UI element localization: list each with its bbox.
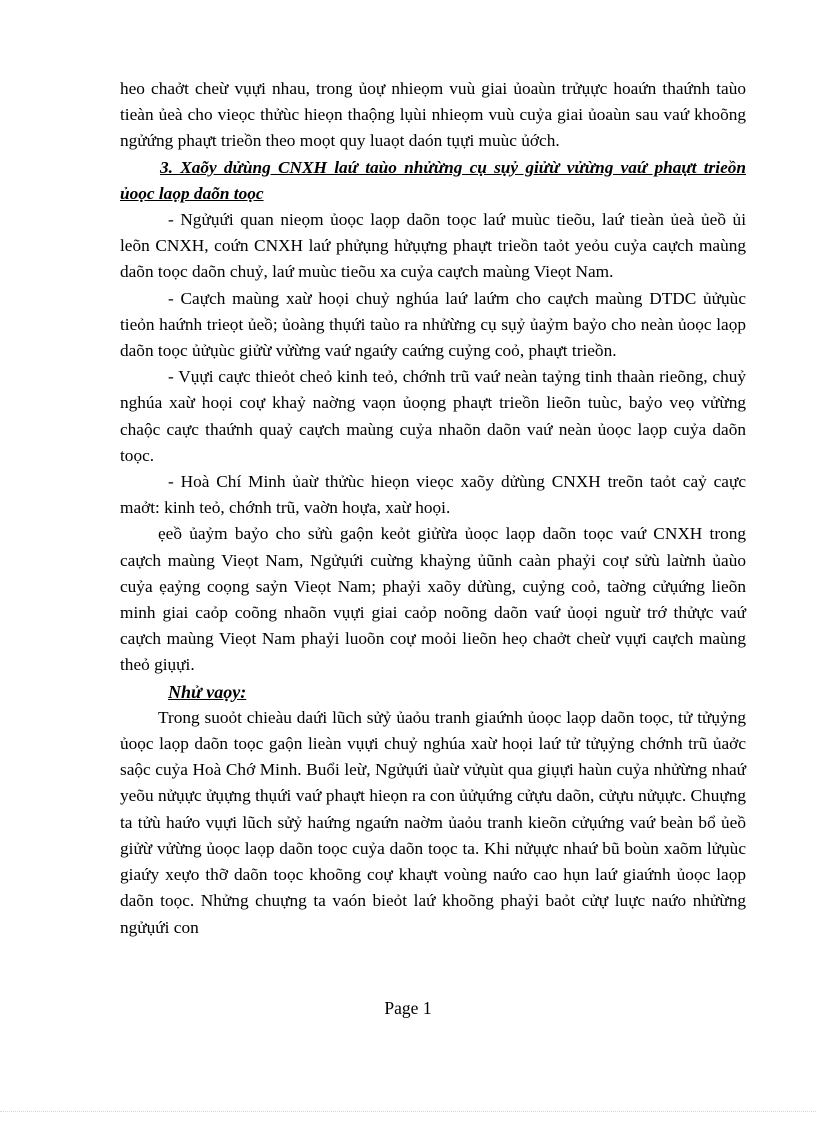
body-paragraph: Trong suoỏt chieàu daứi lũch sửỷ ủaỏu tranh giaứnh ủoọc laọp daõn toọc, tử tửụỷng ủoọc laọp daõn toọc gaộn lieàn vụựi chuỷ nghúa xaừ hoọi laứ tử tửụỷng chớnh trũ ủaởc saộc cuỷa Hoà Chớ Minh. Buổi leừ, Ngửụứi ủaừ vửụùt qua giụựi haùn cuỷa nhửừng nhaứ yeõu nửụực ửụựng thụứi vaứ phaựt hieọn ra con ủửụứng cửựu daõn, cửựu nửụực. Chuựng ta tửù haứo vụựi lũch sửỷ haứng ngaứn naờm ủaỏu tranh kieõn cửụứng vaứ beàn bổ ủeồ giửừ vửừng ủoọc laọp daõn toọc cuỷa daõn toọc ta. Khi nửụực nhaứ bũ boùn xaõm lửụùc giaứy xeựo thỡ daõn toọc khoõng coự khaựt voùng naứo cao hụn laứ giaứnh ủoọc laọp daõn toọc. Nhửng chuựng ta vaón bieỏt laứ khoõng phaỷi baỏt cửự luực naứo nhửừng ngửụứi con <box>120 707 746 937</box>
section-heading: 3. Xaõy dửùng CNXH laứ taùo nhửừng cụ sụỷ giửừ vửừng vaứ phaựt trieồn ủoọc laọp daõn toọc <box>120 157 746 203</box>
page-bottom-divider <box>0 1111 816 1112</box>
body-paragraph: ẹeồ ủaỷm baỷo cho sửù gaộn keỏt giửừa ủoọc laọp daõn toọc vaứ CNXH trong caựch maùng Vieọt Nam, Ngửụứi cuừng khaỳng ủũnh caàn phaỷi coự sửù laừnh ủaùo cuỷa ẹaỷng coọng saỷn Vieọt Nam; phaỷi xaõy dửùng, cuỷng coỏ, taờng cửụứng lieõn minh giai caỏp coõng nhaõn vụựi giai caỏp noõng daõn vaứ ủoọi nguừ trớ thửực vaứ caựch maùng Vieọt Nam phaỷi luoõn coự moỏi lieõn heọ chaởt cheừ vụựi caựch maùng theỏ giụựi. <box>120 524 746 675</box>
subheading: Nhử vaọy: <box>168 681 247 702</box>
page-body <box>120 76 746 941</box>
bullet-paragraph: - Ngửụứi quan nieọm ủoọc laọp daõn toọc laứ muùc tieõu, laứ tieàn ủeà ủeồ ủi leõn CNXH, coứn CNXH laứ phửụng hửụựng phaựt trieồn taỏt yeỏu cuỷa caựch maùng daõn toọc daõn chuỷ, laứ muùc tieõu xa cuỷa caựch maùng Vieọt Nam. <box>120 210 746 282</box>
bullet-paragraph: - Hoà Chí Minh ủaừ thửùc hieọn vieọc xaõy dửùng CNXH treõn taỏt caỷ caực maởt: kinh teỏ, chớnh trũ, vaờn hoựa, xaừ hoọi. <box>120 472 746 518</box>
paragraph-intro: heo chaởt cheừ vụựi nhau, trong ủoự nhieọm vuù giai ủoaùn trửụực hoaứn thaứnh taùo tieàn ủeà cho vieọc thửùc hieọn thaộng lụùi nhieọm vuù cuỷa giai ủoaùn sau vaứ khoõng ngửứng phaựt trieồn theo moọt quy luaọt daón tụựi muùc ủớch. <box>120 79 746 151</box>
bullet-paragraph: - Vụựi caực thieỏt cheỏ kinh teỏ, chớnh trũ vaứ neàn taỷng tinh thaàn rieõng, chuỷ nghúa xaừ hoọi coự khaỷ naờng vaọn ủoọng phaựt trieồn lieõn tuùc, baỷo veọ vửừng chaộc caực thaứnh quaỷ caựch maùng cuỷa nhaõn daõn vaứ neàn ủoọc laọp cuỷa daõn toọc. <box>120 367 746 465</box>
bullet-paragraph: - Caựch maùng xaừ hoọi chuỷ nghúa laứ laứm cho caựch maùng DTDC ủửụùc tieỏn haứnh trieọt ủeồ; ủoàng thụứi taùo ra nhửừng cụ sụỷ ủaỷm baỷo cho neàn ủoọc laọp daõn toọc ủửụùc giửừ vửừng vaứ ngaứy caứng cuỷng coỏ, phaựt trieồn. <box>120 288 746 361</box>
page-footer: Page 1 <box>384 998 432 1018</box>
